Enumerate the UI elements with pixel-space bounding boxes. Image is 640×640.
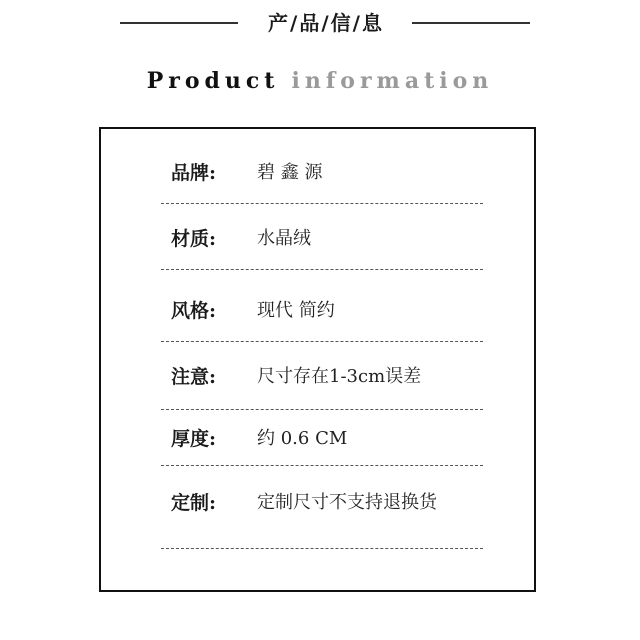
info-label: 厚度:: [171, 428, 217, 450]
row-divider: [161, 465, 483, 466]
section-header: [0, 8, 640, 40]
info-row-material: [161, 219, 491, 259]
info-label: 注意:: [171, 366, 217, 388]
info-value: 约 0.6 CM: [257, 428, 348, 449]
row-divider: [161, 269, 483, 270]
product-info-box: [99, 127, 536, 592]
info-label: 定制:: [171, 492, 217, 514]
info-label: 品牌:: [171, 162, 217, 184]
info-value: 现代 简约: [257, 300, 335, 321]
info-row-brand: [161, 153, 491, 193]
row-divider: [161, 548, 483, 549]
info-label: 材质:: [171, 228, 217, 250]
info-value: 水晶绒: [257, 228, 311, 249]
info-value: 定制尺寸不支持退换货: [257, 492, 437, 513]
subtitle-part-information: information: [291, 68, 494, 94]
info-row-notice: [161, 357, 491, 397]
info-row-custom: [161, 483, 491, 523]
info-row-style: [161, 291, 491, 331]
info-row-thickness: [161, 419, 491, 459]
info-value: 尺寸存在1-3cm误差: [257, 366, 422, 387]
row-divider: [161, 409, 483, 410]
row-divider: [161, 203, 483, 204]
subtitle-part-product: Product: [146, 68, 280, 94]
header-right-rule: [412, 22, 530, 24]
section-subtitle: [0, 64, 640, 99]
header-left-rule: [120, 22, 238, 24]
section-title: 产/品/信/息: [268, 11, 384, 35]
info-value: 碧 鑫 源: [257, 162, 323, 183]
info-label: 风格:: [171, 300, 217, 322]
row-divider: [161, 341, 483, 342]
